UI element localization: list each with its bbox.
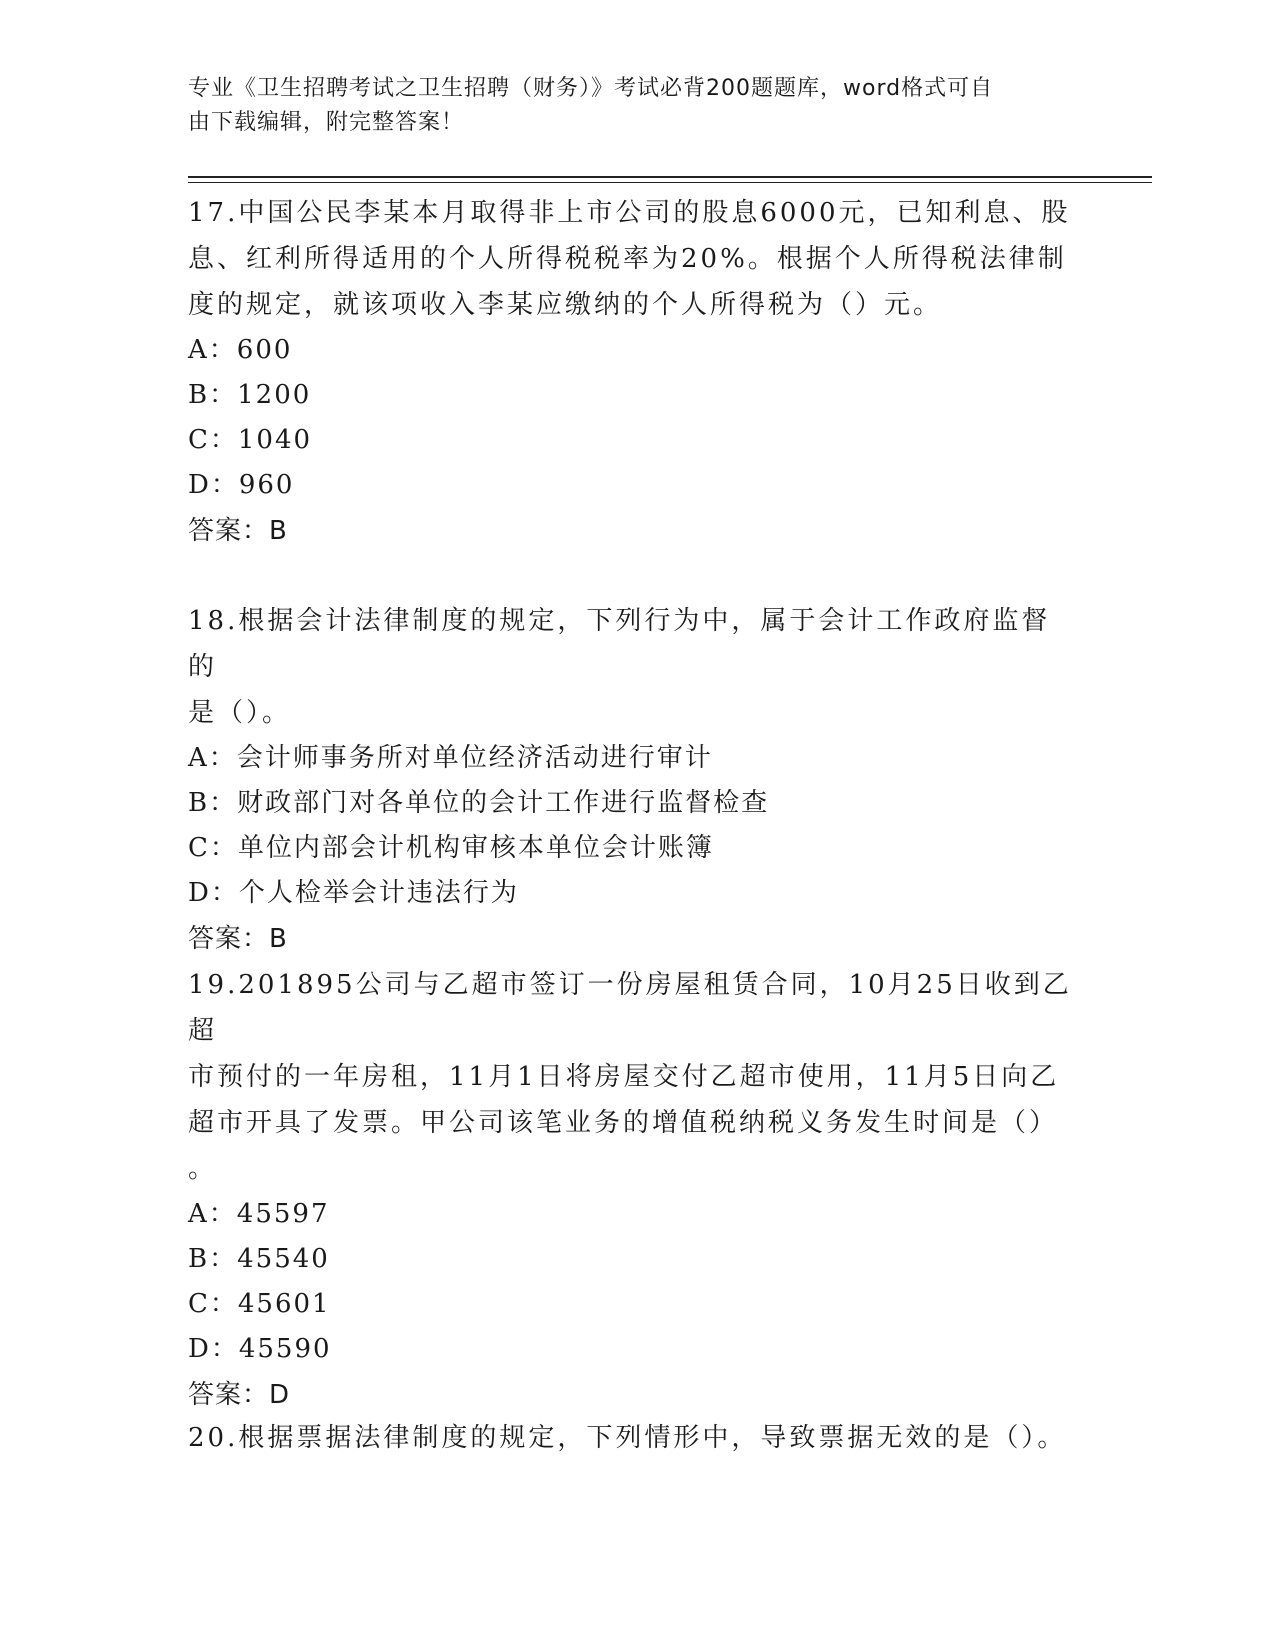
- question-stem-line: 。: [188, 1154, 218, 1184]
- question-stem-line: 20.根据票据法律制度的规定，下列情形中，导致票据无效的是（）。: [188, 1423, 1067, 1453]
- header-line-1: 专业《卫生招聘考试之卫生招聘（财务）》考试必背200题题库，word格式可自: [188, 76, 994, 101]
- question-17: [188, 190, 1078, 554]
- option-d: D：个人检举会计违法行为: [188, 878, 519, 908]
- document-header: [188, 72, 1068, 140]
- question-19: [188, 962, 1078, 1418]
- header-divider-thick: [188, 176, 1152, 178]
- question-stem-line: 18.根据会计法律制度的规定，下列行为中，属于会计工作政府监督的: [188, 606, 1051, 682]
- option-d: D：45590: [188, 1334, 332, 1364]
- header-line-2: 由下载编辑，附完整答案！: [188, 110, 465, 135]
- option-c: C：1040: [188, 425, 313, 455]
- header-divider-thin: [188, 182, 1152, 183]
- answer: 答案：B: [188, 516, 288, 546]
- question-stem-line: 市预付的一年房租，11月1日将房屋交付乙超市使用，11月5日向乙: [188, 1062, 1060, 1092]
- question-stem-line: 超市开具了发票。甲公司该笔业务的增值税纳税义务发生时间是（）: [188, 1108, 1059, 1138]
- answer: 答案：D: [188, 1380, 291, 1410]
- question-20: [188, 1415, 1078, 1461]
- question-stem-line: 度的规定，就该项收入李某应缴纳的个人所得税为（）元。: [188, 290, 943, 320]
- question-stem-line: 17.中国公民李某本月取得非上市公司的股息6000元，已知利息、股: [188, 198, 1071, 228]
- option-b: B：1200: [188, 380, 312, 410]
- option-b: B：财政部门对各单位的会计工作进行监督检查: [188, 788, 770, 818]
- question-stem-line: 息、红利所得适用的个人所得税税率为20%。根据个人所得税法律制: [188, 244, 1067, 274]
- option-d: D：960: [188, 470, 295, 500]
- option-a: A：会计师事务所对单位经济活动进行审计: [188, 743, 713, 773]
- question-18: [188, 598, 1078, 962]
- option-a: A：600: [188, 335, 293, 365]
- question-stem-line: 19.201895公司与乙超市签订一份房屋租赁合同，10月25日收到乙超: [188, 970, 1072, 1046]
- option-c: C：45601: [188, 1289, 331, 1319]
- option-c: C：单位内部会计机构审核本单位会计账簿: [188, 833, 714, 863]
- question-stem-line: 是（）。: [188, 698, 292, 728]
- option-b: B：45540: [188, 1244, 330, 1274]
- option-a: A：45597: [188, 1199, 330, 1229]
- answer: 答案：B: [188, 924, 288, 954]
